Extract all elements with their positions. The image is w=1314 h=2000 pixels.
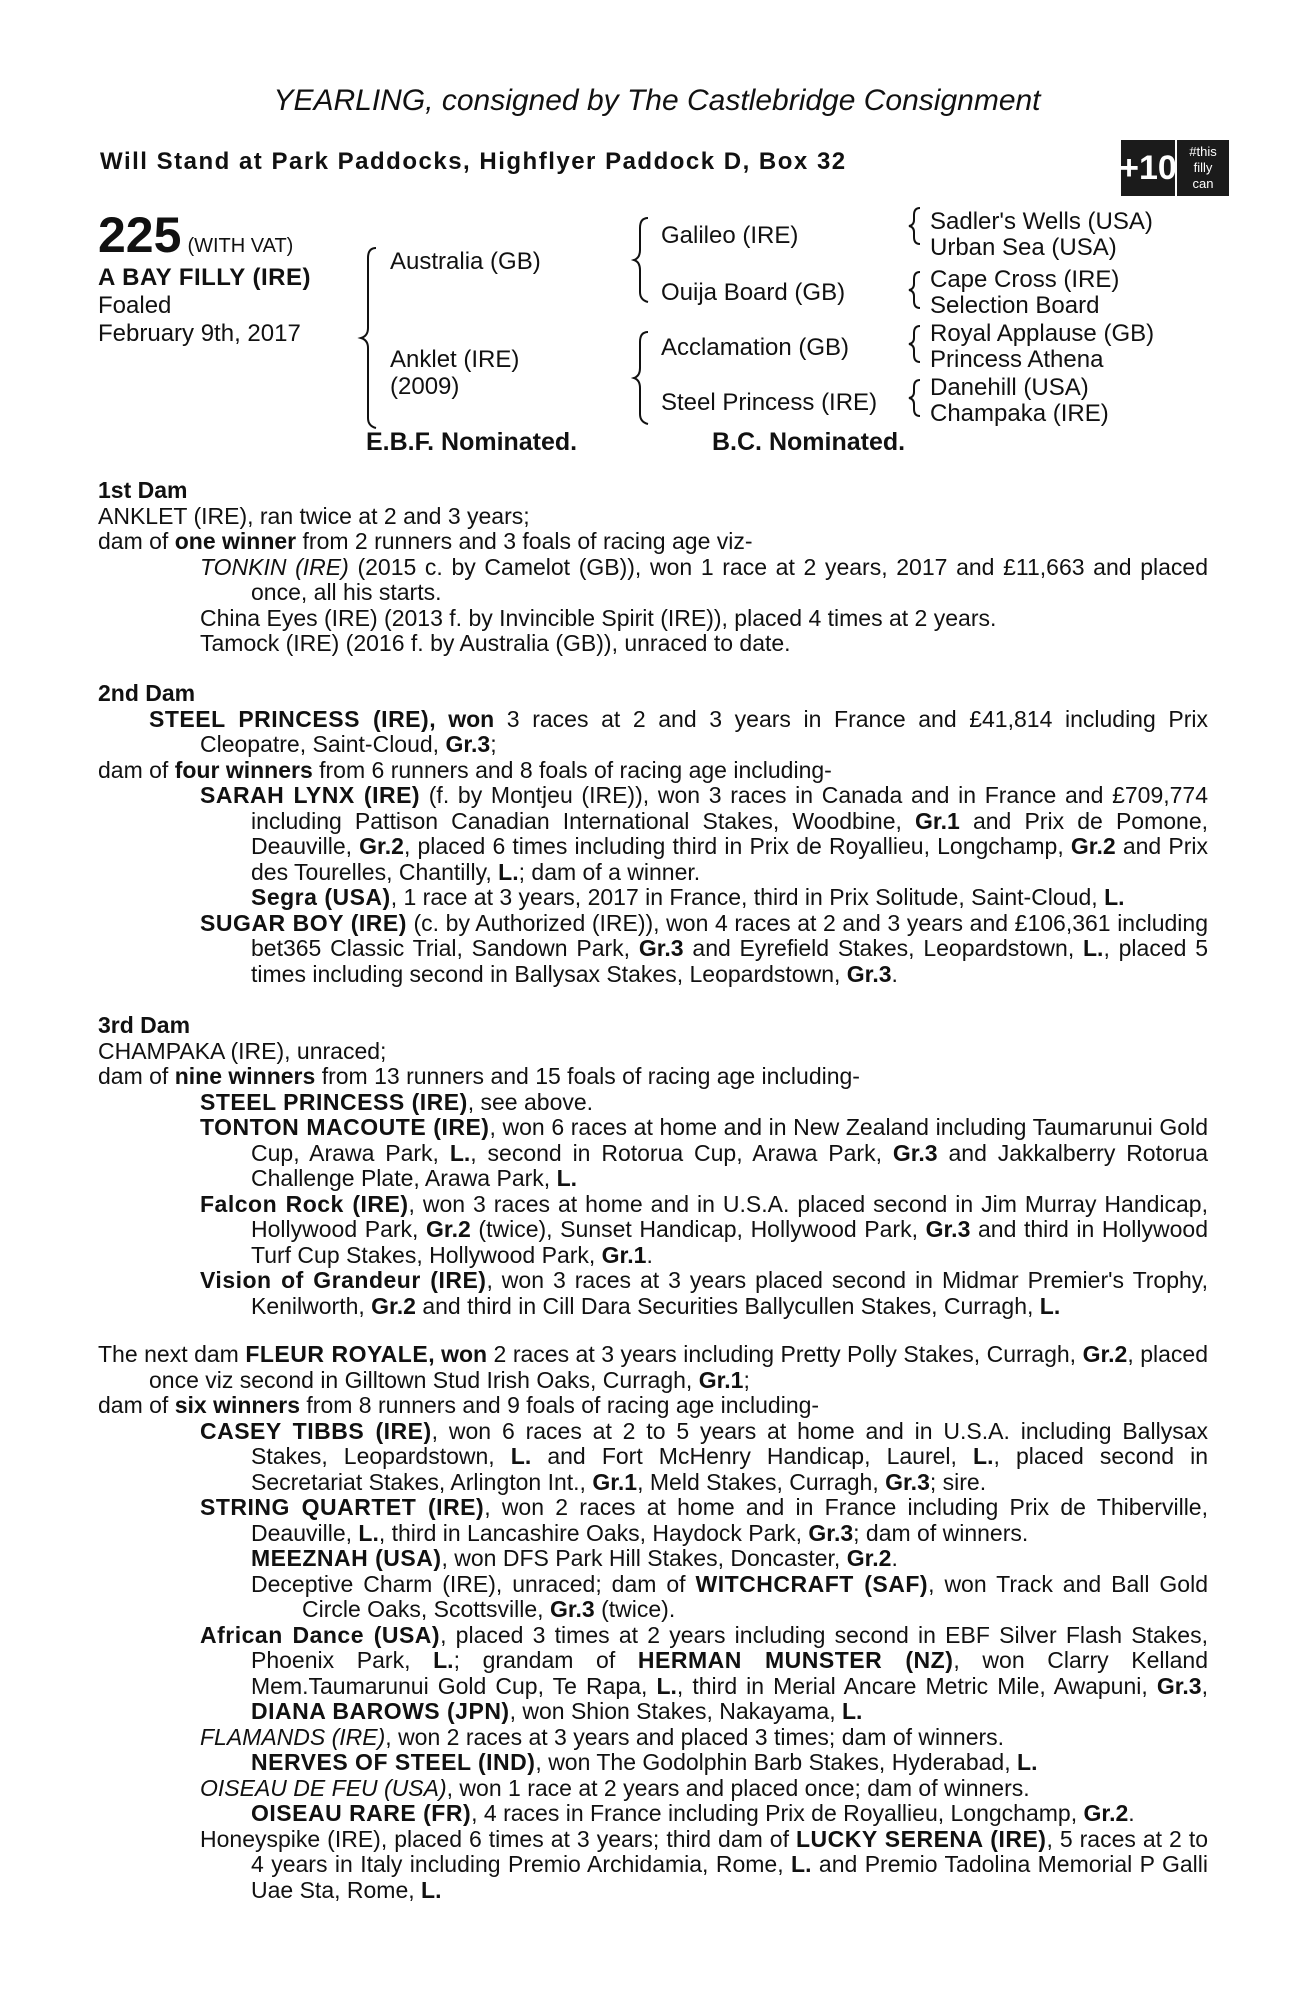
third-dam-section xyxy=(98,1013,1208,1319)
second-dam-produce: dam of four winners from 6 runners and 8 foals of racing age including- xyxy=(98,756,832,783)
produce-casey-tibbs: CASEY TIBBS (IRE), won 6 races at 2 to 5 years at home and in U.S.A. including Ballysax Stakes, Leopardstown, L. and Fort McHenry Handicap, Laurel, L., placed second in Secretariat Stakes, Arlington Int., Gr.1, Meld Stakes, Curragh, Gr.3; sire. xyxy=(200,1417,1208,1495)
vat-note: (WITH VAT) xyxy=(187,235,294,257)
fleur-royale-entry: The next dam FLEUR ROYALE, won 2 races at 3 years including Pretty Polly Stakes, Curragh, Gr.2, placed once viz second in Gilltown Stud Irish Oaks, Curragh, Gr.1; xyxy=(98,1341,1208,1393)
produce-sugar-boy: SUGAR BOY (IRE) (c. by Authorized (IRE)), won 4 races at 2 and 3 years and £106,361 including bet365 Classic Trial, Sandown Park, Gr.3 and Eyrefield Stakes, Leopardstown, L., placed 5 times including second in Ballysax Stakes, Leopardstown, Gr.3. xyxy=(200,909,1208,987)
dam-sire-dam: Princess Athena xyxy=(930,346,1104,373)
sire-name: Australia (GB) xyxy=(390,248,541,275)
sire-dam-dam: Selection Board xyxy=(930,292,1100,319)
brace-ouija xyxy=(909,272,920,308)
produce-steel-princess: STEEL PRINCESS (IRE), see above. xyxy=(200,1088,594,1115)
third-dam-produce: dam of nine winners from 13 runners and 15 foals of racing age including- xyxy=(98,1063,860,1089)
sire-sire: Galileo (IRE) xyxy=(661,222,799,249)
sire-sire-sire: Sadler's Wells (USA) xyxy=(930,208,1153,235)
produce-tonton-macoute: TONTON MACOUTE (IRE), won 6 races at home and in New Zealand including Taumarunui Gold Cup, Arawa Park, L., second in Rotorua Cup, Arawa Park, Gr.3 and Jakkalberry Rotorua Challenge Plate, Arawa Park, L. xyxy=(200,1114,1209,1191)
steel-princess-entry: STEEL PRINCESS (IRE), won 3 races at 2 and 3 years in France and £41,814 including Prix Cleopatre, Saint-Cloud, Gr.3; xyxy=(149,705,1208,757)
sire-dam: Ouija Board (GB) xyxy=(661,279,846,306)
produce-tonkin: TONKIN (IRE) (2015 c. by Camelot (GB)), won 1 race at 2 years, 2017 and £11,663 and placed once, all his starts. xyxy=(200,553,1208,605)
first-dam-section xyxy=(98,478,1208,657)
produce-african-dance: African Dance (USA), placed 3 times at 2 years including second in EBF Silver Flash Stakes, Phoenix Park, L.; grandam of HERMAN MUNSTER (NZ), won Clarry Kelland Mem.Taumarunui Gold Cup, Te Rapa, L., third in Merial Ancare Metric Mile, Awapuni, Gr.3, DIANA BAROWS (JPN), won Shion Stakes, Nakayama, L. xyxy=(200,1621,1208,1724)
second-dam-section xyxy=(98,681,1208,987)
produce-oiseau-de-feu: OISEAU DE FEU (USA), won 1 race at 2 years and placed once; dam of winners. xyxy=(200,1774,1030,1801)
next-dam-section xyxy=(98,1342,1208,1903)
produce-deceptive-charm: Deceptive Charm (IRE), unraced; dam of WITCHCRAFT (SAF), won Track and Ball Gold Circle Oaks, Scottsville, Gr.3 (twice). xyxy=(251,1570,1208,1622)
produce-tamock: Tamock (IRE) (2016 f. by Australia (GB)), unraced to date. xyxy=(200,630,791,656)
produce-meeznah: MEEZNAH (USA), won DFS Park Hill Stakes, Doncaster, Gr.2. xyxy=(251,1545,898,1571)
ebf-nominated: E.B.F. Nominated. xyxy=(366,428,578,456)
produce-falcon-rock: Falcon Rock (IRE), won 3 races at home and in U.S.A. placed second in Jim Murray Handicap, Hollywood Park, Gr.2 (twice), Sunset Handicap, Hollywood Park, Gr.3 and third in Hollywood Turf Cup Stakes, Hollywood Park, Gr.1. xyxy=(200,1190,1208,1268)
brace-sire-dam xyxy=(361,248,376,428)
dam-sire-sire: Royal Applause (GB) xyxy=(930,320,1155,347)
foaled-label: Foaled xyxy=(98,292,172,319)
produce-honeyspike: Honeyspike (IRE), placed 6 times at 3 years; third dam of LUCKY SERENA (IRE), 5 races at 2 to 4 years in Italy including Premio Archidamia, Rome, L. and Premio Tadolina Memorial P Galli Uae Sta, Rome, L. xyxy=(200,1825,1209,1903)
produce-string-quartet: STRING QUARTET (IRE), won 2 races at home and in France including Prix de Thiberville, Deauville, L., third in Lancashire Oaks, Haydock Park, Gr.3; dam of winners. xyxy=(200,1494,1208,1546)
logo-text-3: can xyxy=(1192,176,1214,191)
first-dam-produce: dam of one winner from 2 runners and 3 foals of racing age viz- xyxy=(98,528,753,554)
sire-dam-sire: Cape Cross (IRE) xyxy=(930,266,1120,293)
produce-nerves-of-steel: NERVES OF STEEL (IND), won The Godolphin Barb Stakes, Hyderabad, L. xyxy=(251,1749,1038,1775)
horse-name: A BAY FILLY (IRE) xyxy=(98,264,311,291)
stand-location: Will Stand at Park Paddocks, Highflyer Paddock D, Box 32 xyxy=(100,148,847,175)
bc-nominated: B.C. Nominated. xyxy=(712,428,906,456)
dam-year: (2009) xyxy=(390,373,460,400)
third-dam-heading: 3rd Dam xyxy=(98,1012,191,1038)
produce-sarah-lynx: SARAH LYNX (IRE) (f. by Montjeu (IRE)), won 3 races in Canada and in France and £709,774 including Pattison Canadian International Stakes, Woodbine, Gr.1 and Prix de Pomone, Deauville, Gr.2, placed 6 times including third in Prix de Royallieu, Longchamp, Gr.2 and Prix des Tourelles, Chantilly, L.; dam of a winner. xyxy=(200,782,1208,885)
brace-acclamation xyxy=(909,326,920,362)
first-dam-heading: 1st Dam xyxy=(98,477,188,503)
produce-flamands: FLAMANDS (IRE), won 2 races at 3 years and placed 3 times; dam of winners. xyxy=(200,1723,1005,1750)
brace-steel xyxy=(909,380,920,416)
plus-ten-badge: +10 xyxy=(1121,140,1175,196)
sire-sire-dam: Urban Sea (USA) xyxy=(930,234,1117,261)
dam-sire: Acclamation (GB) xyxy=(661,334,850,361)
logo-text-2: filly xyxy=(1193,160,1213,175)
third-dam-line: CHAMPAKA (IRE), unraced; xyxy=(98,1037,387,1064)
second-dam-heading: 2nd Dam xyxy=(98,680,196,706)
lot-number: 225 xyxy=(98,207,182,263)
produce-vision-of-grandeur: Vision of Grandeur (IRE), won 3 races at 3 years placed second in Midmar Premier's Trophy, Kenilworth, Gr.2 and third in Cill Dara Securities Ballycullen Stakes, Curragh, L. xyxy=(200,1267,1208,1319)
produce-oiseau-rare: OISEAU RARE (FR), 4 races in France including Prix de Royallieu, Longchamp, Gr.2. xyxy=(251,1800,1135,1826)
produce-segra: Segra (USA), 1 race at 3 years, 2017 in France, third in Prix Solitude, Saint-Cloud, L. xyxy=(251,884,1125,910)
dam-name: Anklet (IRE) xyxy=(390,346,520,373)
fleur-royale-produce: dam of six winners from 8 runners and 9 foals of racing age including- xyxy=(98,1392,820,1418)
dam-dam: Steel Princess (IRE) xyxy=(661,389,878,416)
first-dam-line: ANKLET (IRE), ran twice at 2 and 3 years; xyxy=(98,502,530,529)
catalogue-heading: YEARLING, consigned by The Castlebridge Consignment xyxy=(273,84,1041,117)
brace-sire-parents xyxy=(634,218,648,302)
produce-china-eyes: China Eyes (IRE) (2013 f. by Invincible Spirit (IRE)), placed 4 times at 2 years. xyxy=(200,604,997,631)
foaled-date: February 9th, 2017 xyxy=(98,320,301,347)
brace-dam-parents xyxy=(634,332,648,424)
logo-text-1: #this xyxy=(1189,144,1217,159)
dam-dam-sire: Danehill (USA) xyxy=(930,374,1089,401)
brace-galileo xyxy=(909,208,920,244)
dam-dam-dam: Champaka (IRE) xyxy=(930,400,1109,427)
